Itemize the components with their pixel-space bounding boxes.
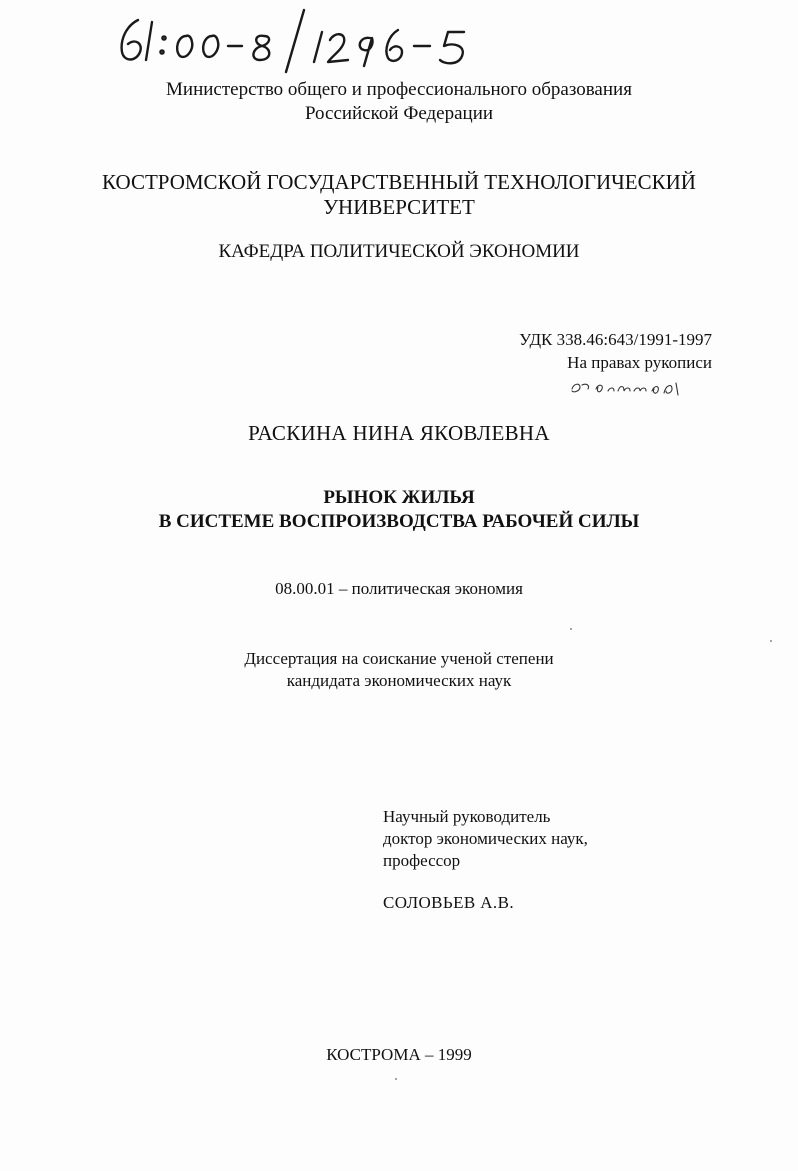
author-signature	[568, 377, 688, 399]
title-line-2: В СИСТЕМЕ ВОСПРОИЗВОДСТВА РАБОЧЕЙ СИЛЫ	[158, 511, 640, 532]
supervisor-block	[383, 806, 588, 872]
supervisor-name: СОЛОВЬЕВ А.В.	[383, 893, 514, 912]
department-name: КАФЕДРА ПОЛИТИЧЕСКОЙ ЭКОНОМИИ	[218, 241, 580, 262]
university-line-1: КОСТРОМСКОЙ ГОСУДАРСТВЕННЫЙ ТЕХНОЛОГИЧЕСКИЙ	[102, 170, 696, 194]
ministry-header	[0, 78, 798, 126]
specialty-code: 08.00.01 – политическая экономия	[275, 579, 523, 598]
university-name	[0, 170, 798, 220]
manuscript-rights: На правах рукописи	[567, 353, 712, 372]
supervisor-degree: доктор экономических наук,	[383, 829, 588, 848]
scan-speck	[770, 640, 772, 642]
ministry-line-2: Российской Федерации	[304, 103, 494, 124]
supervisor-rank: профессор	[383, 851, 461, 870]
dissertation-title	[0, 486, 798, 534]
title-line-1: РЫНОК ЖИЛЬЯ	[323, 487, 475, 508]
degree-line-1: Диссертация на соискание ученой степени	[244, 649, 554, 668]
scan-speck	[395, 1078, 397, 1080]
author-name: РАСКИНА НИНА ЯКОВЛЕВНА	[248, 421, 550, 445]
degree-statement	[0, 648, 798, 692]
scan-speck	[570, 628, 572, 630]
city-and-year: КОСТРОМА – 1999	[326, 1045, 472, 1064]
udk-code: УДК 338.46:643/1991-1997	[519, 330, 712, 349]
university-line-2: УНИВЕРСИТЕТ	[323, 195, 475, 219]
handwritten-archive-code	[108, 6, 538, 76]
degree-line-2: кандидата экономических наук	[286, 671, 512, 690]
udk-block	[519, 328, 712, 374]
supervisor-role: Научный руководитель	[383, 807, 551, 826]
ministry-line-1: Министерство общего и профессионального образования	[166, 79, 632, 100]
